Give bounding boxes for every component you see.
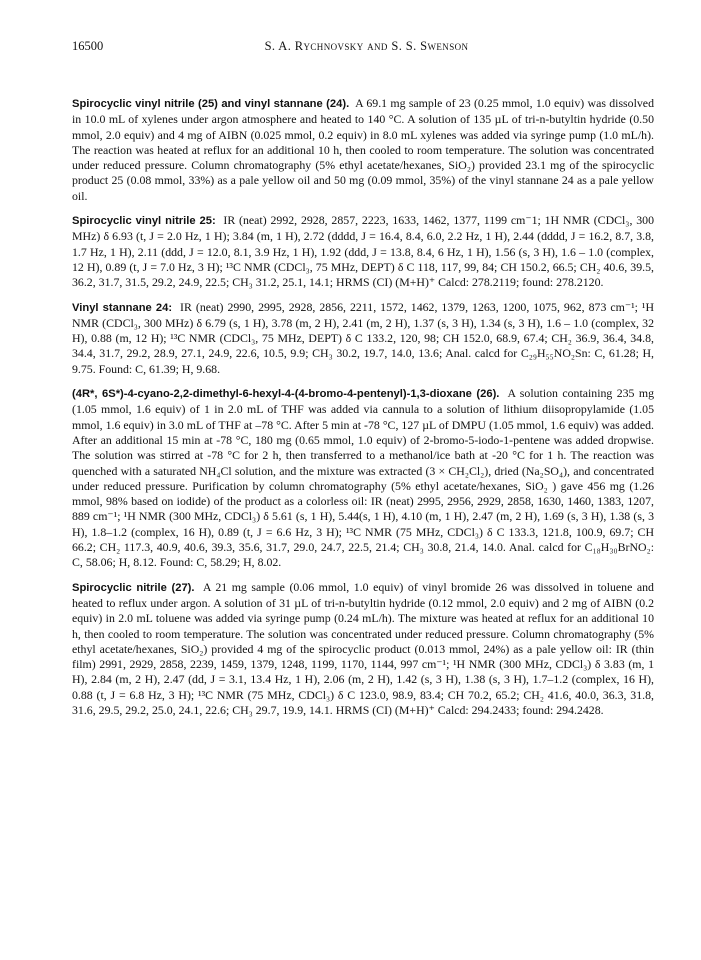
paragraph-title: (4R*, 6S*)-4-cyano-2,2-dimethyl-6-hexyl-4-(4-bromo-4-pentenyl)-1,3-dioxane (26).: [72, 388, 500, 401]
paragraph-text: A 21 mg sample (0.06 mmol, 1.0 equiv) of vinyl bromide 26 was dissolved in toluene and heated to reflux under argon. A solution of 31 µL of tri-n-butyltin hydride (0.12 mmol, 2.0 equiv) and 2 mg of AIBN (0.2 equiv) in 2.0 mL toluene was added via syringe pump (0.24 mL/h). The mixture was heated at reflux for an additional 10 h, then cooled to room temperature. The solution was concentrated under reduced pressure. Column chromatography (5% ethyl acetate/hexanes, SiO₂) provided 4 mg of the spirocyclic product (0.013 mmol, 24%) as a pale yellow oil: IR (thin film) 2991, 2929, 2858, 2239, 1459, 1379, 1248, 1199, 1170, 1144, 997 cm⁻¹; ¹H NMR (300 MHz, CDCl₃) δ 3.83 (m, 1 H), 2.84 (m, 2 H), 2.47 (dd, J = 3.1, 13.4 Hz, 1 H), 2.06 (m, 2 H), 1.42 (s, 3 H), 1.38 (s, 3 H), 1.7–1.2 (complex, 16 H), 0.88 (t, J = 6.8 Hz, 3 H); ¹³C NMR (75 MHz, CDCl₃) δ C 123.0, 98.9, 83.4; CH 70.2, 65.2; CH₂ 41.6, 40.0, 36.3, 31.8, 31.6, 29.5, 29.2, 25.0, 24.1, 22.6; CH₃ 29.7, 19.9, 14.1. HRMS (CI) (M+H)⁺ Calcd: 294.2433; found: 294.2428.: [72, 579, 654, 717]
running-head: [72, 39, 661, 54]
paragraph-text: IR (neat) 2992, 2928, 2857, 2223, 1633, 1462, 1377, 1199 cm⁻1; 1H NMR (CDCl₃, 300 MHz) δ 6.93 (t, J = 2.0 Hz, 1 H); 3.84 (m, 1 H), 2.72 (dddd, J = 16.4, 8.4, 6.0, 2.2 Hz, 1 H), 2.44 (dddd, J = 16.2, 8.7, 3.8, 1.7 Hz, 1 H), 2.11 (ddd, J = 12.0, 8.1, 3.9 Hz, 1 H), 1.92 (ddd, J = 13.8, 8.4, 6 Hz, 1 H), 1.56 (s, 3 H), 1.6 – 1.0 (complex, 12 H), 0.89 (t, J = 7.0 Hz, 3 H); ¹³C NMR (CDCl₃, 75 MHz, DEPT) δ C 118, 117, 99, 84; CH 150.2, 66.5; CH₂ 40.6, 39.5, 36.2, 31.7, 31.5, 29.2, 24.9, 22.5; CH₃ 31.2, 25.1, 14.1; HRMS (CI) (M+H)⁺ Calcd: 278.2119; found: 278.2120.: [72, 213, 654, 290]
characterization-paragraph-25: [72, 213, 654, 290]
procedure-paragraph-25-24: [72, 96, 654, 204]
paragraph-title: Vinyl stannane 24:: [72, 301, 173, 314]
paragraph-text: IR (neat) 2990, 2995, 2928, 2856, 2211, 1572, 1462, 1379, 1263, 1200, 1075, 962, 873 cm⁻¹; ¹H NMR (CDCl₃, 300 MHz) δ 6.79 (s, 1 H), 3.78 (m, 2 H), 2.41 (m, 2 H), 1.37 (s, 3 H), 1.34 (s, 3 H), 1.6 – 1.0 (complex, 32 H), 0.88 (m, 12 H); ¹³C NMR (CDCl₃, 75 MHz, DEPT) δ C 133.2, 120, 98; CH 152.0, 68.9, 67.4; CH₂ 36.9, 36.4, 34.8, 34.4, 31.7, 29.2, 28.9, 27.1, 24.9, 22.6, 10.5, 9.9; CH₃ 30.2, 19.7, 14.0, 13.6; Anal. calcd for C₂₉H₅₅NO₂Sn: C, 61.28; H, 9.75. Found: C, 61.39; H, 9.68.: [72, 299, 655, 376]
running-head-authors: S. A. Rychnovsky and S. S. Swenson: [264, 39, 469, 53]
page-header: [72, 39, 661, 59]
experimental-section: [72, 96, 654, 727]
paragraph-title: Spirocyclic nitrile (27).: [72, 581, 195, 594]
characterization-paragraph-24: [72, 300, 654, 377]
paragraph-title: Spirocyclic vinyl nitrile (25) and vinyl stannane (24).: [72, 98, 350, 110]
page-number: 16500: [72, 39, 104, 53]
procedure-paragraph-26: [72, 386, 654, 571]
paragraph-text: A 69.1 mg sample of 23 (0.25 mmol, 1.0 equiv) was dissolved in 10.0 mL of xylenes under argon atmosphere and heated to 140 °C. A solution of 135 µL of tri-n-butyltin hydride (0.50 mmol, 2.0 equiv) and 4 mg of AIBN (0.025 mmol, 0.2 equiv) in 8.0 mL xylenes was added via syringe pump (1.0 mL/h). The reaction was heated at reflux for an additional 10 h, then cooled to room temperature. The solution was concentrated under reduced pressure. Column chromatography (5% ethyl acetate/hexanes, SiO₂) provided 23.1 mg of the spirocyclic product 25 (0.08 mmol, 33%) as a pale yellow oil and 50 mg (0.09 mmol, 35%) of the vinyl stannane 24 as a pale yellow oil.: [72, 96, 654, 203]
paragraph-title: Spirocyclic vinyl nitrile 25:: [72, 215, 216, 228]
procedure-paragraph-27: [72, 580, 654, 719]
paragraph-text: A solution containing 235 mg (1.05 mmol, 1.6 equiv) of 1 in 2.0 mL of THF was added via cannula to a solution of lithium diisopropylamide (1.05 mmol, 1.6 equiv) in 3.0 mL of THF at –78 °C. After 5 min at -78 °C, 127 µL of DMPU (1.05 mmol, 1.6 equiv) was added. After an additional 15 min at -78 °C, 180 mg (0.65 mmol, 1.0 equiv) of 2-bromo-5-iodo-1-pentene was added dropwise. The solution was stirred at -78 °C for 2 h, then transferred to a methanol/ice bath at -20 °C for 1 h. The reaction was quenched with a saturated NH₄Cl solution, and the mixture was extracted (3 × CH₂Cl₂), dried (Na₂SO₄), and concentrated under reduced pressure. Purification by column chromatography (5% ethyl acetate/hexanes, SiO₂ ) gave 456 mg (1.26 mmol, 98% based on iodide) of the product as a colorless oil: IR (neat) 2995, 2956, 2929, 2858, 1630, 1460, 1383, 1207, 889 cm⁻¹; ¹H NMR (300 MHz, CDCl₃) δ 5.61 (s, 1 H), 5.44(s, 1 H), 4.10 (m, 1 H), 2.47 (m, 2 H), 1.69 (s, 3 H), 1.38 (s, 3 H), 1.8–1.2 (complex, 16 H), 0.89 (t, J = 6.6 Hz, 3 H); ¹³C NMR (75 MHz, CDCl₃) δ C 133.3, 121.8, 100.9, 69.7; CH 66.2; CH₂ 117.3, 40.9, 40.6, 39.3, 35.6, 31.7, 29.0, 24.7, 22.5, 21.4; CH₃ 30.8, 21.4, 14.0. Anal. calcd for C₁₈H₃₀BrNO₂: C, 58.06; H, 8.12. Found: C, 58.29; H, 8.02.: [72, 386, 654, 570]
